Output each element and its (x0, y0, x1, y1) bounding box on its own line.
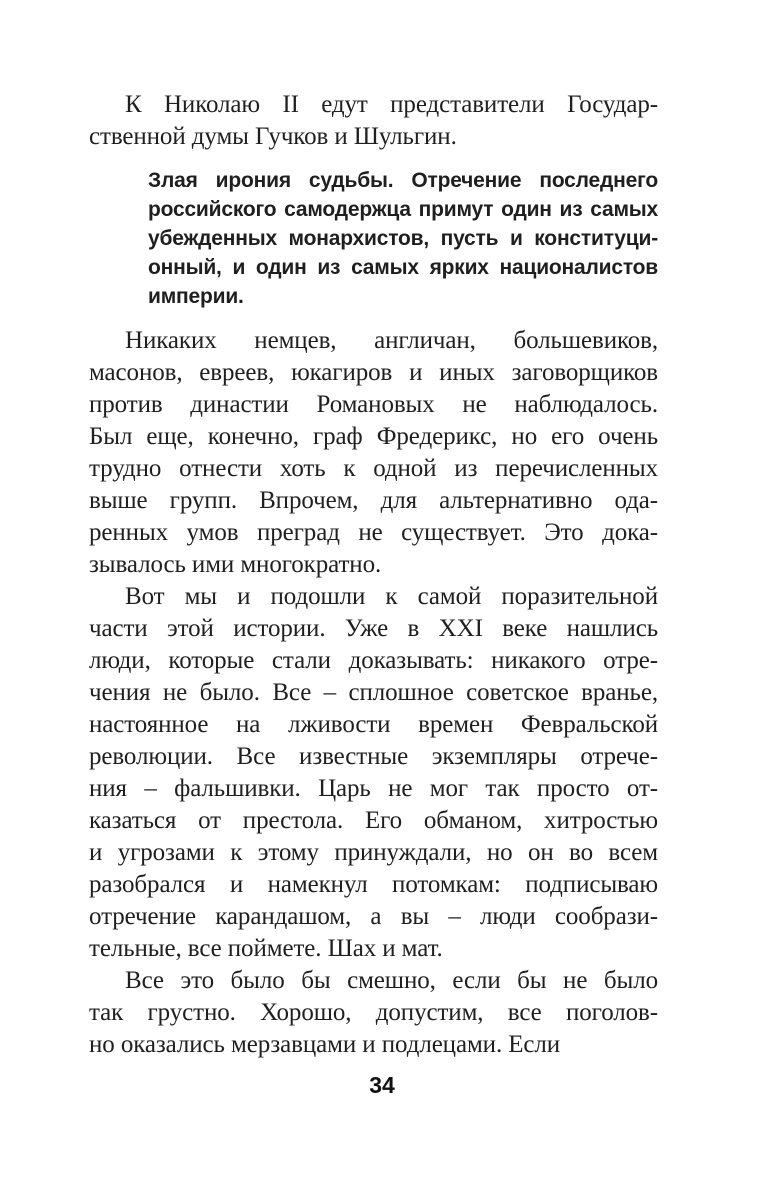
text-line: части этой истории. Уже в XXI веке нашлись (89, 615, 658, 642)
paragraph (89, 325, 658, 581)
quote-block (148, 166, 658, 311)
text-line: убежденных монархистов, пусть и конституци- (148, 227, 658, 250)
page-number: 34 (369, 1072, 395, 1098)
text-line: масонов, евреев, юкагиров и иных заговорщиков (89, 359, 658, 386)
text-line: ственной думы Гучков и Шульгин. (89, 123, 457, 150)
text-line: отречение карандашом, а вы – люди сообрази- (89, 903, 658, 930)
text-line: Все это было бы смешно, если бы не было (125, 967, 658, 994)
text-line: тельные, все поймете. Шах и мат. (89, 935, 443, 962)
text-line: онный, и один из самых ярких националистов (148, 256, 658, 279)
text-line: против династии Романовых не наблюдалось. (89, 391, 658, 418)
page-text (89, 89, 658, 1061)
text-line: Никаких немцев, англичан, большевиков, (125, 327, 658, 354)
text-line: трудно отнести хоть к одной из перечисленных (89, 455, 658, 482)
text-line: зывалось ими многократно. (89, 551, 382, 578)
paragraph (89, 965, 658, 1061)
text-line: и угрозами к этому принуждали, но он во всем (89, 839, 658, 866)
text-line: революции. Все известные экземпляры отрече- (89, 743, 658, 770)
text-line: так грустно. Хорошо, допустим, все поголов- (89, 999, 658, 1026)
text-line: выше групп. Впрочем, для альтернативно ода- (89, 487, 658, 514)
text-line: К Николаю II едут представители Государ- (125, 91, 658, 118)
text-line: разобрался и намекнул потомкам: подписываю (89, 871, 658, 898)
text-line: ния – фальшивки. Царь не мог так просто от- (89, 775, 658, 802)
text-line: казаться от престола. Его обманом, хитростью (89, 807, 658, 834)
text-line: чения не было. Все – сплошное советское вранье, (89, 679, 658, 706)
text-line: Вот мы и подошли к самой поразительной (125, 583, 658, 610)
text-line: Злая ирония судьбы. Отречение последнего (148, 169, 658, 192)
text-line: настоянное на лживости времен Февральской (89, 711, 658, 738)
text-line: российского самодержца примут один из самых (148, 198, 658, 221)
text-line: но оказались мерзавцами и подлецами. Если (89, 1031, 561, 1058)
text-line: империи. (148, 285, 244, 308)
paragraph (89, 89, 658, 153)
text-line: ренных умов преград не существует. Это дока- (89, 519, 658, 546)
text-line: Был еще, конечно, граф Фредерикс, но его очень (89, 423, 658, 450)
text-line: люди, которые стали доказывать: никакого отре- (89, 647, 658, 674)
paragraph (89, 581, 658, 965)
